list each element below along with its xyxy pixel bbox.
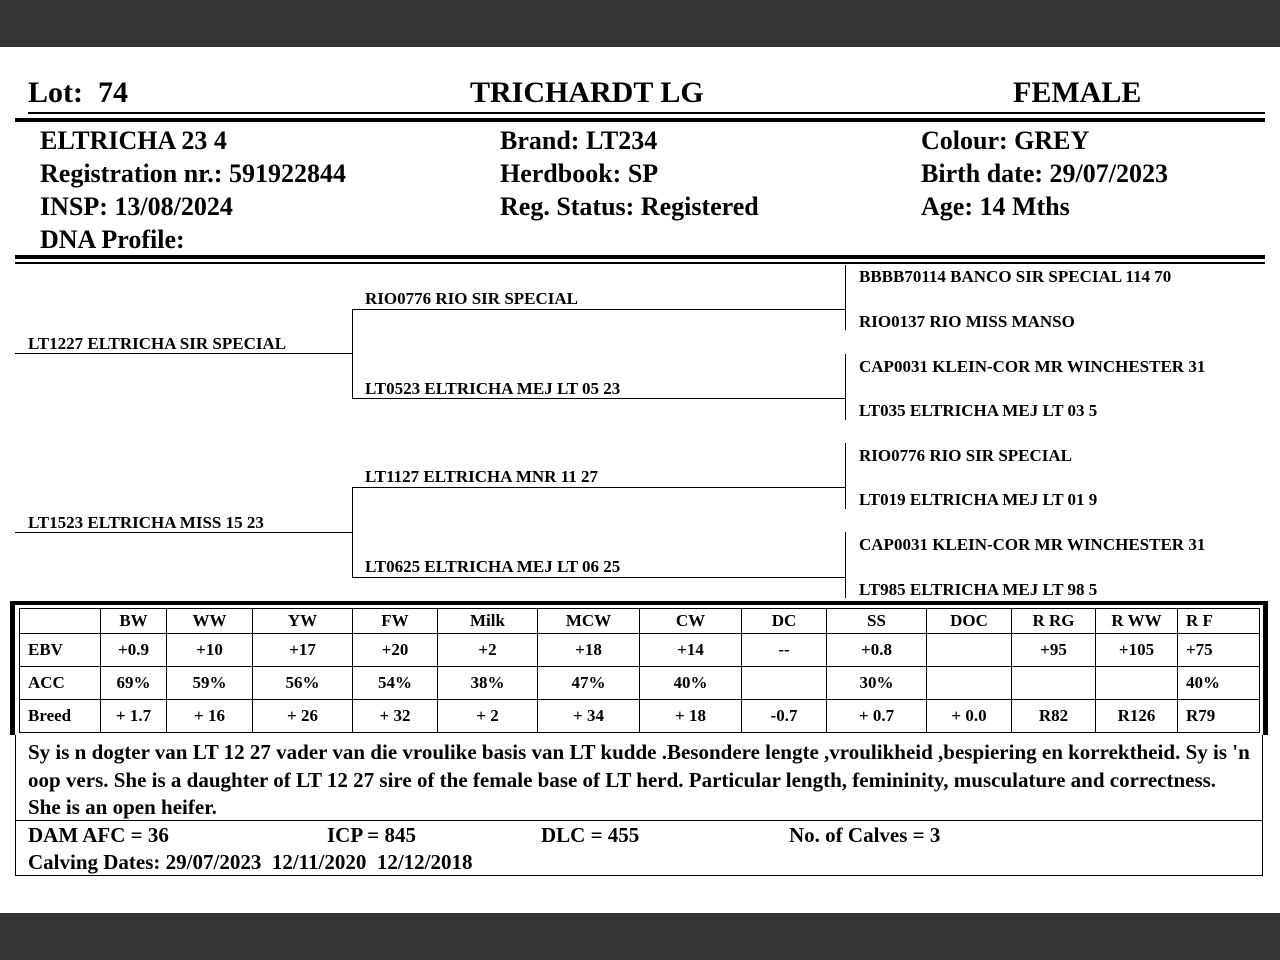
ebv-cell (927, 667, 1012, 700)
info-rule-bottom (15, 262, 1265, 264)
brand: Brand: LT234 (500, 126, 658, 155)
pedigree-dam-dam: LT0625 ELTRICHA MEJ LT 06 25 (365, 557, 621, 576)
ebv-cell (742, 667, 827, 700)
ebv-cell: R82 (1012, 700, 1096, 733)
ebv-frame-left (10, 601, 15, 735)
ebv-cell: + 2 (438, 700, 538, 733)
calving-dates: Calving Dates: 29/07/2023 12/11/2020 12/12/2018 (28, 850, 473, 874)
ebv-col-header: SS (827, 609, 927, 634)
ebv-cell: + 0.7 (827, 700, 927, 733)
ebv-cell: +2 (438, 634, 538, 667)
pedigree-ggp-5: RIO0776 RIO SIR SPECIAL (859, 446, 1073, 465)
lot-number: 74 (98, 76, 128, 109)
ebv-cell: 47% (538, 667, 640, 700)
pedigree-dam-dam-line (352, 577, 846, 578)
top-letterbox-bar (0, 0, 1280, 47)
pedigree-sire-dam-line (352, 398, 846, 399)
ebv-cell: + 32 (353, 700, 438, 733)
ebv-col-header: FW (353, 609, 438, 634)
dam-calves: No. of Calves = 3 (789, 823, 941, 847)
pedigree-gg-bracket-4 (845, 532, 846, 598)
ebv-cell: 40% (1178, 667, 1260, 700)
ebv-cell: -- (742, 634, 827, 667)
ebv-col-header: BW (101, 609, 167, 634)
pedigree-sire-dam: LT0523 ELTRICHA MEJ LT 05 23 (365, 379, 621, 398)
ebv-cell (1012, 667, 1096, 700)
ebv-frame-right (1263, 601, 1268, 735)
ebv-row-breed (20, 700, 1260, 733)
pedigree-ggp-4: LT035 ELTRICHA MEJ LT 03 5 (859, 401, 1098, 420)
ebv-row-acc (20, 667, 1260, 700)
colour: Colour: GREY (921, 126, 1090, 155)
pedigree-sire-sire-line (352, 309, 846, 310)
ebv-col-header: DOC (927, 609, 1012, 634)
ebv-cell: 38% (438, 667, 538, 700)
ebv-cell: 30% (827, 667, 927, 700)
ebv-header-row (20, 609, 1260, 634)
ebv-col-header (20, 609, 101, 634)
ebv-cell: + 18 (640, 700, 742, 733)
pedigree-gg-bracket-1 (845, 265, 846, 330)
dna-profile: DNA Profile: (40, 225, 185, 254)
ebv-col-header: R RG (1012, 609, 1096, 634)
dam-dlc: DLC = 455 (541, 823, 640, 847)
ebv-cell: R126 (1096, 700, 1178, 733)
ebv-cell: 59% (167, 667, 253, 700)
inspection-date: INSP: 13/08/2024 (40, 192, 233, 221)
pedigree-ggp-8: LT985 ELTRICHA MEJ LT 98 5 (859, 580, 1098, 599)
pedigree-sire-sire: RIO0776 RIO SIR SPECIAL (365, 289, 579, 308)
pedigree-ggp-1: BBBB70114 BANCO SIR SPECIAL 114 70 (859, 267, 1172, 286)
comment-box-left (15, 735, 16, 876)
ebv-cell: +18 (538, 634, 640, 667)
registration-status: Reg. Status: Registered (500, 192, 759, 221)
breeder-name: TRICHARDT LG (470, 76, 704, 109)
ebv-cell: +17 (253, 634, 353, 667)
ebv-frame-top (10, 601, 1268, 605)
ebv-col-header: R WW (1096, 609, 1178, 634)
pedigree-ggp-6: LT019 ELTRICHA MEJ LT 01 9 (859, 490, 1098, 509)
pedigree-ggp-3: CAP0031 KLEIN-COR MR WINCHESTER 31 (859, 357, 1206, 376)
ebv-cell: + 26 (253, 700, 353, 733)
ebv-cell: Breed (20, 700, 101, 733)
ebv-cell: 40% (640, 667, 742, 700)
pedigree-dam: LT1523 ELTRICHA MISS 15 23 (28, 513, 264, 532)
age: Age: 14 Mths (921, 192, 1070, 221)
comment-text: Sy is n dogter van LT 12 27 vader van die vroulike basis van LT kudde .Besondere lengte ,vroulikheid ,bespiering en korrektheid. Sy is 'n oop vers. She is a daughter of LT 12 27 sire of the female base of LT herd. Particular length, femininity, musculature and correctness. She is an open heifer. (28, 740, 1250, 819)
ebv-col-header: DC (742, 609, 827, 634)
ebv-cell: R79 (1178, 700, 1260, 733)
pedigree-sire-bracket (352, 309, 353, 399)
header-rule-bottom (15, 118, 1265, 122)
pedigree-sire-line (15, 353, 353, 354)
birth-date: Birth date: 29/07/2023 (921, 159, 1168, 188)
pedigree-sire: LT1227 ELTRICHA SIR SPECIAL (28, 334, 287, 353)
ebv-cell (927, 634, 1012, 667)
sex-label: FEMALE (1013, 76, 1142, 109)
ebv-cell: + 34 (538, 700, 640, 733)
lot-label (28, 76, 128, 110)
ebv-cell: +20 (353, 634, 438, 667)
ebv-cell: + 16 (167, 700, 253, 733)
ebv-cell: 56% (253, 667, 353, 700)
lot-label-text: Lot: (28, 76, 83, 109)
ebv-row-ebv (20, 634, 1260, 667)
pedigree-dam-line (15, 532, 353, 533)
ebv-cell: ACC (20, 667, 101, 700)
pedigree-dam-sire: LT1127 ELTRICHA MNR 11 27 (365, 467, 599, 486)
pedigree-gg-bracket-2 (845, 354, 846, 420)
ebv-cell: +14 (640, 634, 742, 667)
ebv-cell: +0.8 (827, 634, 927, 667)
pedigree-gg-bracket-3 (845, 443, 846, 509)
ebv-col-header: R F (1178, 609, 1260, 634)
pedigree-dam-bracket (352, 487, 353, 577)
animal-name: ELTRICHA 23 4 (40, 126, 227, 155)
ebv-cell: + 0.0 (927, 700, 1012, 733)
registration-number: Registration nr.: 591922844 (40, 159, 346, 188)
herdbook: Herdbook: SP (500, 159, 659, 188)
ebv-cell: +95 (1012, 634, 1096, 667)
ebv-cell: 69% (101, 667, 167, 700)
ebv-cell: EBV (20, 634, 101, 667)
ebv-cell: + 1.7 (101, 700, 167, 733)
ebv-table (19, 608, 1260, 733)
ebv-cell: +0.9 (101, 634, 167, 667)
pedigree-ggp-7: CAP0031 KLEIN-COR MR WINCHESTER 31 (859, 535, 1206, 554)
comment-box-bottom (15, 875, 1263, 876)
ebv-cell: 54% (353, 667, 438, 700)
info-rule-top (15, 255, 1265, 259)
dam-icp: ICP = 845 (327, 823, 416, 847)
ebv-cell: +10 (167, 634, 253, 667)
bottom-letterbox-bar (0, 913, 1280, 960)
ebv-col-header: WW (167, 609, 253, 634)
ebv-cell: +105 (1096, 634, 1178, 667)
ebv-col-header: CW (640, 609, 742, 634)
comment-box-right (1262, 735, 1263, 876)
pedigree-dam-sire-line (352, 487, 846, 488)
ebv-col-header: Milk (438, 609, 538, 634)
ebv-col-header: YW (253, 609, 353, 634)
ebv-col-header: MCW (538, 609, 640, 634)
ebv-cell (1096, 667, 1178, 700)
header-rule-top (28, 112, 1265, 114)
dam-afc: DAM AFC = 36 (28, 823, 169, 847)
ebv-cell: +75 (1178, 634, 1260, 667)
pedigree-ggp-2: RIO0137 RIO MISS MANSO (859, 312, 1075, 331)
ebv-cell: -0.7 (742, 700, 827, 733)
